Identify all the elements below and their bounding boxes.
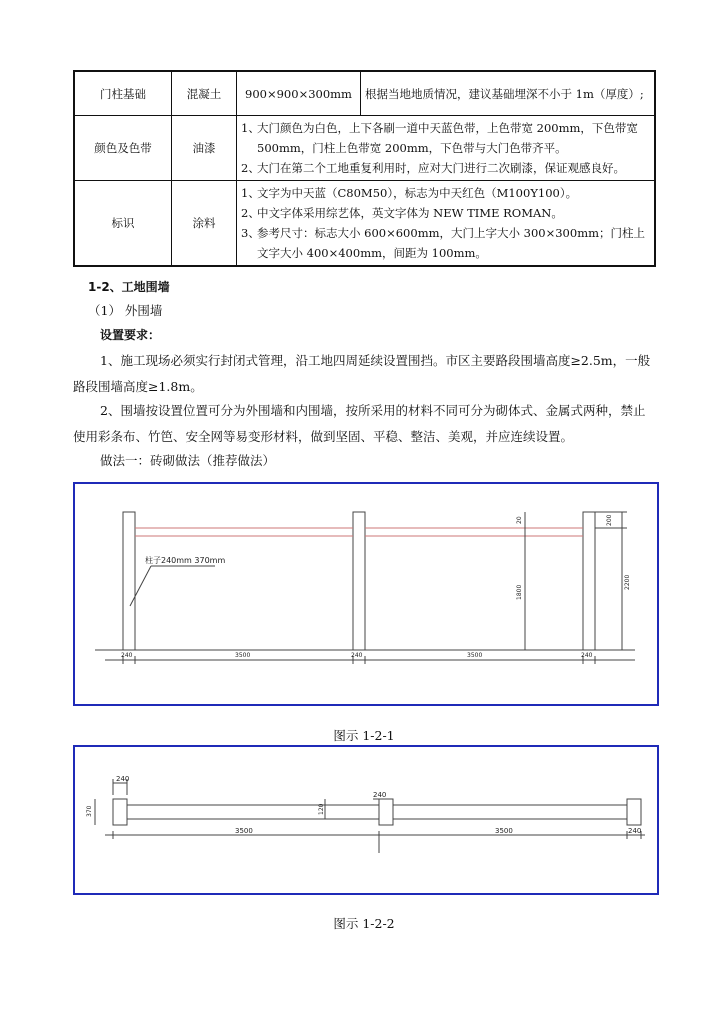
table-cell-material: 涂料 (172, 181, 237, 267)
subsection-heading: （1） 外围墙 (88, 303, 163, 318)
section-heading: 1-2、工地围墙 (88, 280, 170, 294)
paragraph-1: 1、施工现场必须实行封闭式管理，沿工地四周延续设置围挡。市区主要路段围墙高度≥2.5m，一般路段围墙高度≥1.8m。 (73, 353, 651, 394)
list-item: 2、中文字体采用综艺体，英文字体为 NEW TIME ROMAN。 (241, 206, 563, 220)
figure-1-caption: 图示 1-2-1 (333, 728, 395, 743)
figure-elevation-frame (73, 482, 659, 706)
dim-label: 240 (581, 652, 593, 659)
paragraph-2: 2、围墙按设置位置可分为外围墙和内围墙，按所采用的材料不同可分为砌体式、金属式两种，禁止使用彩条布、竹笆、安全网等易变形材料，做到坚固、平稳、整洁、美观，并应连续设置。 (73, 403, 646, 444)
pillar (353, 512, 365, 650)
table-cell-spec: 900×900×300mm (237, 71, 361, 116)
dim-label: 2200 (624, 574, 631, 590)
table-row (74, 116, 655, 181)
table-cell-material: 油漆 (172, 116, 237, 181)
pillar (583, 512, 595, 650)
wall-plan-drawing (75, 747, 657, 893)
table-cell-item: 标识 (74, 181, 172, 267)
dim-label: 3500 (235, 827, 253, 835)
list-item: 1、文字为中天蓝（C80M50），标志为中天红色（M100Y100）。 (241, 186, 578, 200)
dim-label: 1800 (516, 584, 523, 600)
figure-2-caption: 图示 1-2-2 (333, 916, 395, 931)
pillar-label: 柱子240mm 370mm (145, 556, 226, 565)
dim-label: 240 (373, 791, 387, 799)
wall-elevation-drawing (75, 484, 657, 704)
dim-label: 3500 (495, 827, 513, 835)
table-cell-material: 混凝土 (172, 71, 237, 116)
table-cell-item: 门柱基础 (74, 71, 172, 116)
table-row (74, 181, 655, 267)
dim-label: 240 (628, 827, 642, 835)
table-cell-desc (237, 116, 656, 181)
dim-label: 3500 (235, 652, 251, 659)
table-cell-desc (237, 181, 656, 267)
method-heading: 做法一：砖砌做法（推荐做法） (100, 453, 276, 468)
dim-label: 200 (606, 514, 613, 526)
table-cell-item: 颜色及色带 (74, 116, 172, 181)
dim-label: 240 (121, 652, 133, 659)
dim-label: 240 (351, 652, 363, 659)
dim-label: 240 (116, 775, 130, 783)
dim-label: 3500 (467, 652, 483, 659)
table-row (74, 71, 655, 116)
requirements-label: 设置要求： (100, 328, 161, 342)
list-item: 3、参考尺寸：标志大小 600×600mm，大门上字大小 300×300mm；门柱上文字大小 400×400mm，间距为 100mm。 (241, 226, 645, 260)
list-item: 2、大门在第二个工地重复利用时，应对大门进行二次刷漆，保证观感良好。 (241, 161, 625, 175)
spec-table (73, 70, 656, 267)
dim-label: 20 (516, 516, 523, 524)
dim-label: 120 (318, 803, 325, 815)
dim-label: 370 (86, 805, 93, 817)
list-item: 1、大门颜色为白色，上下各刷一道中天蓝色带，上色带宽 200mm，下色带宽 500mm，门柱上色带宽 200mm，下色带与大门色带齐平。 (241, 121, 638, 155)
pillar (123, 512, 135, 650)
table-cell-desc: 根据当地地质情况，建议基础埋深不小于 1m（厚度）; (361, 71, 656, 116)
figure-plan-frame (73, 745, 659, 895)
